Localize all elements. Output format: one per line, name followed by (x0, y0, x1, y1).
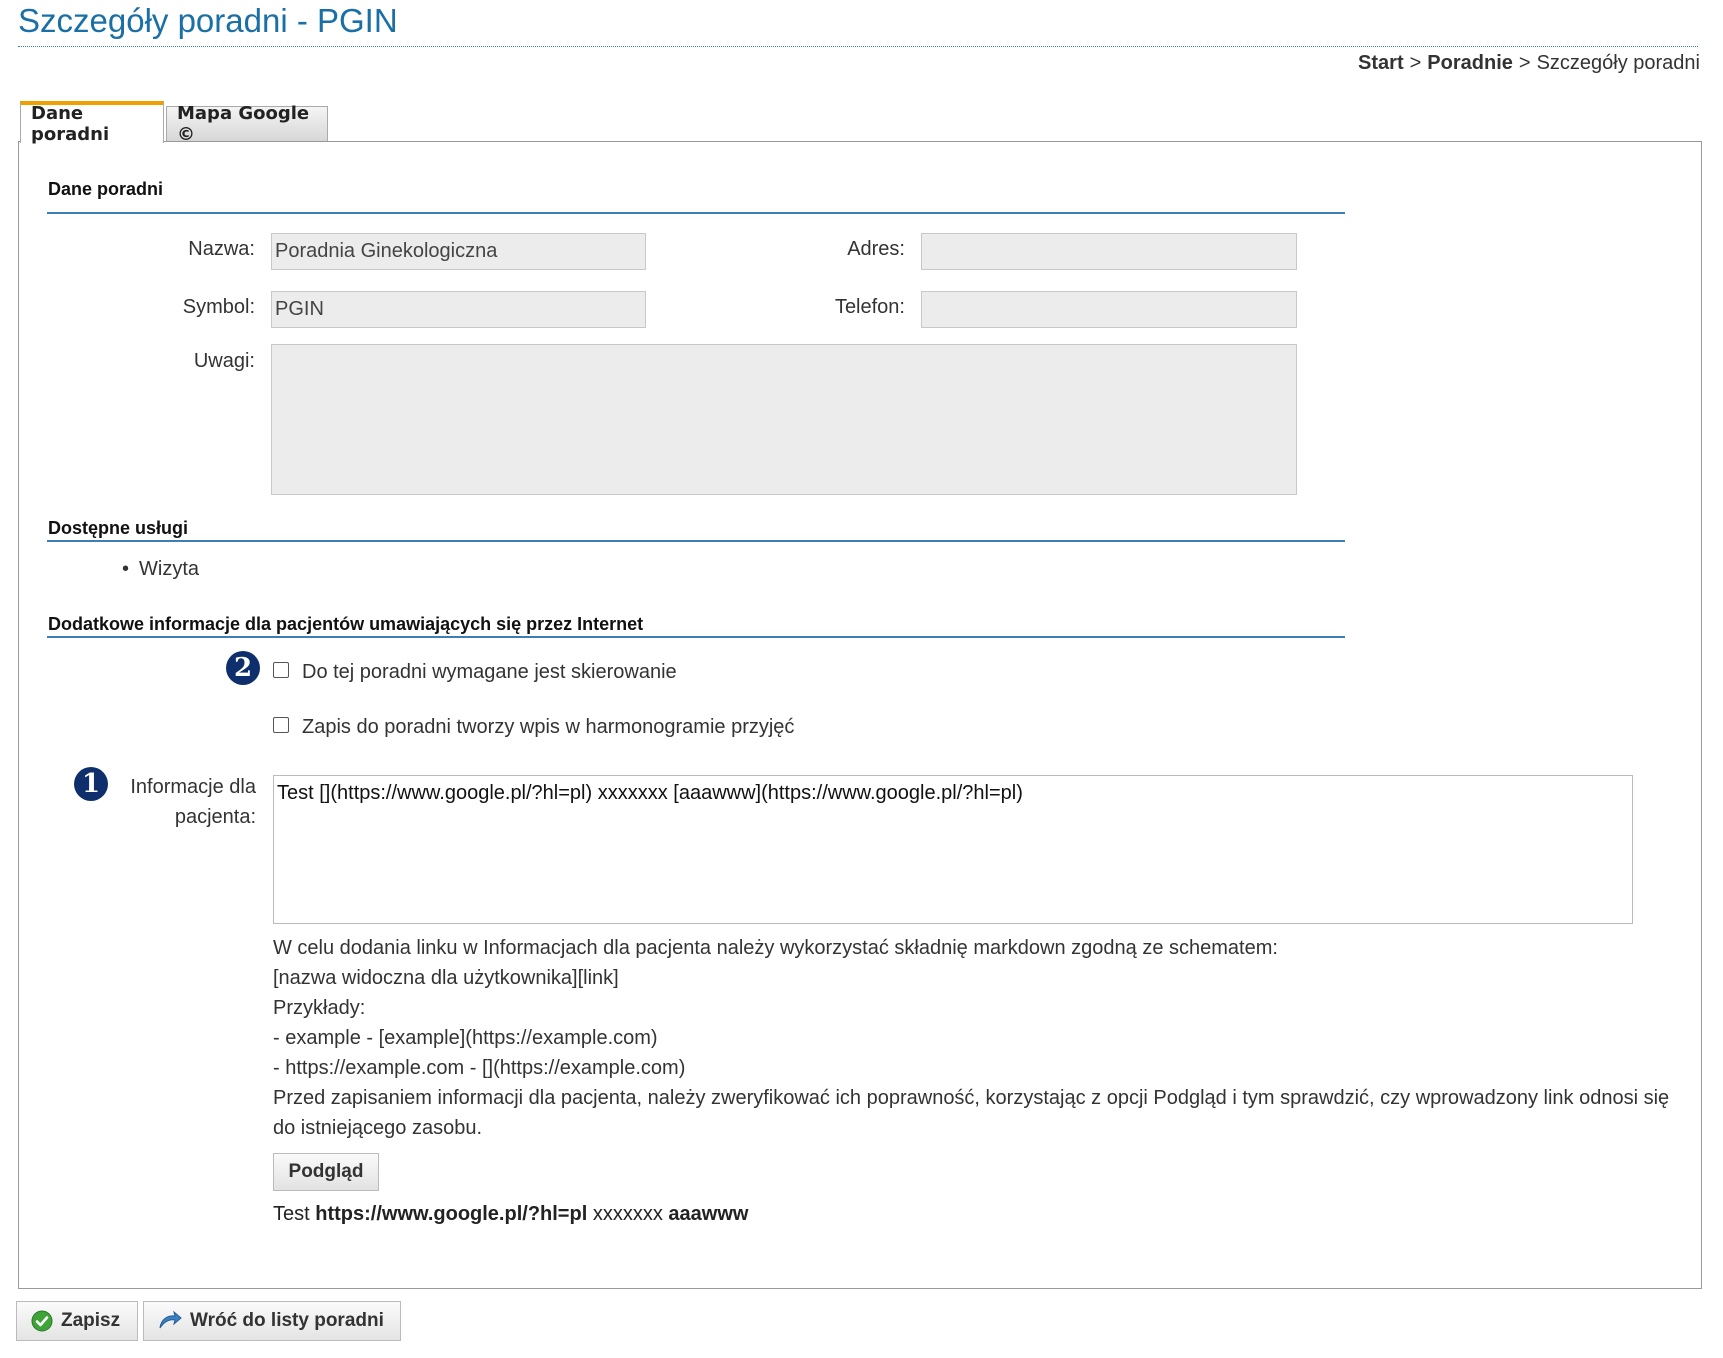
help-line: - https://example.com - [](https://example.com) (273, 1057, 686, 1079)
services-list (122, 558, 199, 581)
title-divider (18, 46, 1698, 47)
harmonogram-checkbox-label: Zapis do poradni tworzy wpis w harmonogramie przyjęć (302, 716, 795, 738)
nazwa-label: Nazwa: (188, 238, 255, 260)
nazwa-field[interactable]: Poradnia Ginekologiczna (271, 233, 646, 270)
callout-badge-2: 2 (226, 651, 260, 685)
preview-text: xxxxxxx (592, 1203, 663, 1225)
telefon-label: Telefon: (834, 296, 905, 318)
tab-mapa-google[interactable]: Mapa Google © (166, 106, 328, 141)
help-line: W celu dodania linku w Informacjach dla pacjenta należy wykorzystać składnię markdown zgodną ze schematem: (273, 937, 1278, 959)
breadcrumb (1358, 52, 1700, 75)
help-line: do istniejącego zasobu. (273, 1117, 483, 1139)
info-label-line-2: pacjenta: (174, 806, 256, 828)
section-heading-uslugi: Dostępne usługi (48, 518, 189, 538)
uwagi-label: Uwagi: (193, 350, 255, 372)
preview-button[interactable]: Podgląd (273, 1153, 379, 1191)
skierowanie-checkbox[interactable] (273, 662, 289, 678)
info-textarea[interactable]: Test [](https://www.google.pl/?hl=pl) xxxxxxx [aaawww](https://www.google.pl/?hl=pl) (273, 775, 1633, 924)
preview-link[interactable]: https://www.google.pl/?hl=pl (315, 1203, 588, 1225)
section-heading-dane: Dane poradni (48, 179, 164, 199)
section-divider (47, 212, 1345, 214)
adres-field[interactable] (921, 233, 1297, 270)
list-item: • Wizyta (122, 558, 199, 581)
save-button[interactable] (16, 1301, 138, 1341)
callout-badge-1: 1 (74, 767, 108, 801)
tab-dane-poradni[interactable]: Dane poradni (20, 101, 164, 143)
adres-label: Adres: (847, 238, 905, 260)
section-heading-dodatkowe: Dodatkowe informacje dla pacjentów umawiających się przez Internet (48, 614, 644, 634)
breadcrumb-separator: > (1518, 52, 1531, 74)
breadcrumb-poradnie-link[interactable]: Poradnie (1427, 52, 1513, 74)
preview-output (273, 1203, 748, 1226)
help-line: Przykłady: (273, 997, 366, 1019)
telefon-field[interactable] (921, 291, 1297, 328)
symbol-field[interactable]: PGIN (271, 291, 646, 328)
save-button-label: Zapisz (61, 1310, 121, 1331)
symbol-label: Symbol: (182, 296, 255, 318)
back-to-list-button[interactable] (143, 1301, 401, 1341)
page-title: Szczegóły poradni - PGIN (18, 2, 398, 39)
help-line: Przed zapisaniem informacji dla pacjenta, należy zweryfikować ich poprawność, korzystając z opcji Podgląd i tym sprawdzić, czy wprowadzony link odnosi się (273, 1087, 1670, 1109)
harmonogram-checkbox[interactable] (273, 717, 289, 733)
breadcrumb-separator: > (1409, 52, 1422, 74)
help-line: - example - [example](https://example.com) (273, 1027, 658, 1049)
breadcrumb-start-link[interactable]: Start (1358, 52, 1404, 74)
preview-link[interactable]: aaawww (668, 1203, 749, 1225)
section-divider (47, 636, 1345, 638)
skierowanie-checkbox-label: Do tej poradni wymagane jest skierowanie (302, 661, 677, 683)
info-label (110, 772, 256, 832)
check-circle-icon (31, 1310, 53, 1332)
info-label-line-1: Informacje dla (130, 776, 256, 798)
uwagi-textarea[interactable] (271, 344, 1297, 495)
return-arrow-icon (158, 1310, 182, 1332)
section-divider (47, 540, 1345, 542)
breadcrumb-current: Szczegóły poradni (1536, 52, 1700, 74)
preview-text: Test (273, 1203, 310, 1225)
back-button-label: Wróć do listy poradni (190, 1310, 384, 1331)
help-text (273, 933, 1669, 1143)
help-line: [nazwa widoczna dla użytkownika][link] (273, 967, 619, 989)
